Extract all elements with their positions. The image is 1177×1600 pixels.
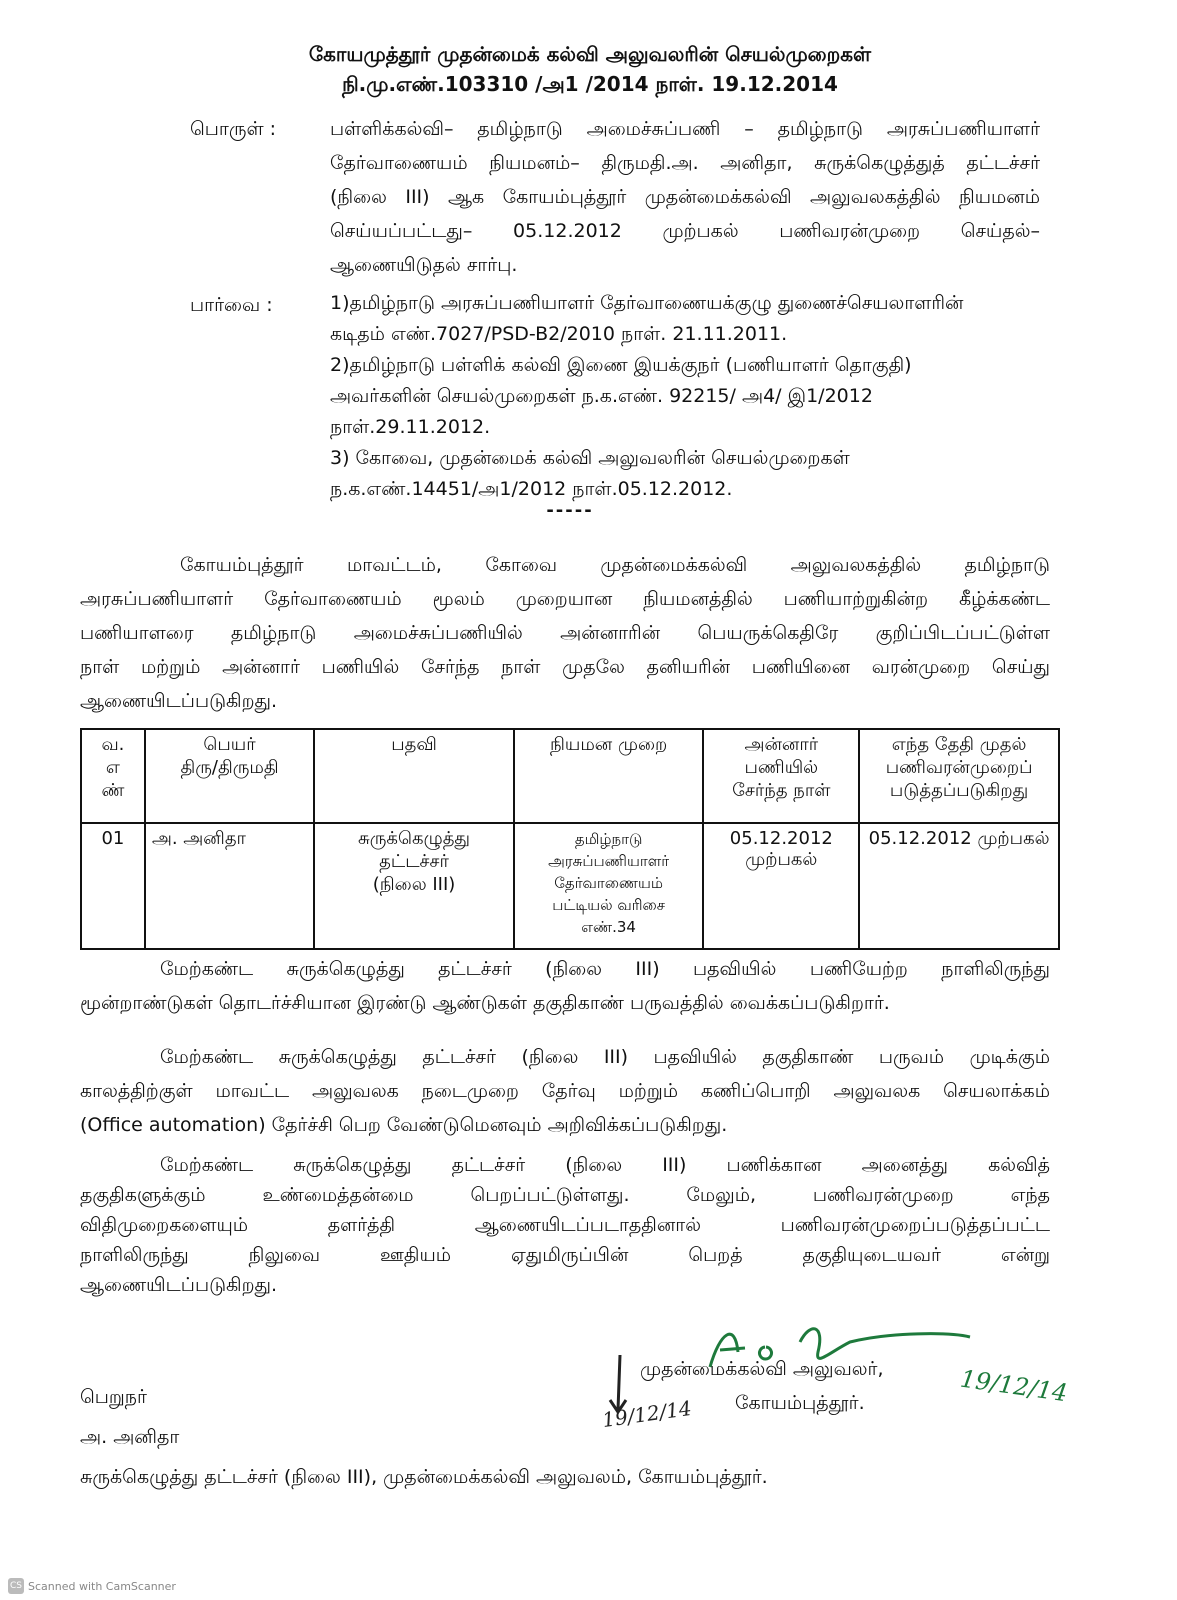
subject-line: செய்யப்பட்டது– 05.12.2012 முற்பகல் பணிவரன்முறை செய்தல்– [330, 220, 1040, 242]
cell-serial: 01 [81, 823, 145, 949]
cell-joining-date: 05.12.2012 முற்பகல் [703, 823, 859, 949]
subject-line: தேர்வாணையம் நியமனம்– திருமதி.அ. அனிதா, சுருக்கெழுத்துத் தட்டச்சர் [330, 152, 1040, 174]
paragraph-line: மேற்கண்ட சுருக்கெழுத்து தட்டச்சர் (நிலை III) பதவியில் பணியேற்ற நாளிலிருந்து [160, 958, 1050, 980]
paragraph-line: நாள் மற்றும் அன்னார் பணியில் சேர்ந்த நாள் முதலே தனியரின் பணியினை வரன்முறை செய்து [80, 656, 1050, 678]
scanner-watermark: Scanned with CamScanner [28, 1580, 176, 1593]
scanner-badge-icon: CS [8, 1578, 24, 1594]
table-row [81, 823, 1059, 949]
paragraph-line: நாளிலிருந்து நிலுவை ஊதியம் ஏதுமிருப்பின் பெறத் தகுதியுடையவர் என்று [80, 1244, 1050, 1266]
reference-line: அவர்களின் செயல்முறைகள் ந.க.எண். 92215/ அ4/ இ1/2012 [330, 385, 873, 407]
signatory-place: கோயம்புத்தூர். [735, 1392, 865, 1414]
reference-line: கடிதம் எண்.7027/PSD-B2/2010 நாள். 21.11.2011. [330, 323, 788, 345]
paragraph-line: மேற்கண்ட சுருக்கெழுத்து தட்டச்சர் (நிலை III) பதவியில் தகுதிகாண் பருவம் முடிக்கும் [160, 1046, 1050, 1068]
column-header-serial: வ. எ ண் [81, 729, 145, 823]
paragraph-line: ஆணையிடப்படுகிறது. [80, 1274, 278, 1296]
column-header-name: பெயர் திரு/திருமதி [145, 729, 314, 823]
paragraph-2 [80, 952, 1050, 1020]
paragraph-line: மூன்றாண்டுகள் தொடர்ச்சியான இரண்டு ஆண்டுகள் தகுதிகாண் பருவத்தில் வைக்கப்படுகிறார். [80, 992, 890, 1014]
subject-line: பள்ளிக்கல்வி– தமிழ்நாடு அமைச்சுப்பணி – தமிழ்நாடு அரசுப்பணியாளர் [330, 118, 1040, 140]
recipient-address: சுருக்கெழுத்து தட்டச்சர் (நிலை III), முதன்மைக்கல்வி அலுவலம், கோயம்புத்தூர். [80, 1466, 768, 1488]
paragraph-line: பணியாளரை தமிழ்நாடு அமைச்சுப்பணியில் அன்னாரின் பெயருக்கெதிரே குறிப்பிடப்பட்டுள்ள [80, 622, 1050, 644]
subject-text [330, 112, 1040, 282]
column-header-post: பதவி [314, 729, 514, 823]
cell-name: அ. அனிதா [145, 823, 314, 949]
reference-label: பார்வை : [190, 294, 273, 316]
paragraph-line: விதிமுறைகளையும் தளர்த்தி ஆணையிடப்படாததினால் பணிவரன்முறைப்படுத்தப்பட்ட [80, 1214, 1050, 1236]
reference-line: 3) கோவை, முதன்மைக் கல்வி அலுவலரின் செயல்முறைகள் [330, 447, 850, 469]
paragraph-line: கோயம்புத்தூர் மாவட்டம், கோவை முதன்மைக்கல்வி அலுவலகத்தில் தமிழ்நாடு [180, 554, 1050, 576]
signatory-designation: முதன்மைக்கல்வி அலுவலர், [640, 1358, 884, 1380]
subject-label: பொருள் : [190, 118, 277, 140]
reference-number-line: நி.மு.எண்.103310 /அ1 /2014 நாள். 19.12.2014 [342, 72, 838, 96]
paragraph-1 [80, 548, 1050, 718]
paragraph-4 [80, 1150, 1050, 1300]
subject-line: (நிலை III) ஆக கோயம்புத்தூர் முதன்மைக்கல்வி அலுவலகத்தில் நியமனம் [330, 186, 1040, 208]
cell-appointment-mode: தமிழ்நாடு அரசுப்பணியாளர் தேர்வாணையம் பட்டியல் வரிசை எண்.34 [514, 823, 704, 949]
paragraph-line: காலத்திற்குள் மாவட்ட அலுவலக நடைமுறை தேர்வு மற்றும் கணிப்பொறி அலுவலக செயலாக்கம் [80, 1080, 1050, 1102]
paragraph-line: (Office automation) தேர்ச்சி பெற வேண்டுமெனவும் அறிவிக்கப்படுகிறது. [80, 1114, 728, 1136]
paragraph-line: ஆணையிடப்படுகிறது. [80, 690, 278, 712]
cell-regularised-from: 05.12.2012 முற்பகல் [859, 823, 1059, 949]
column-header-joining-date: அன்னார் பணியில் சேர்ந்த நாள் [703, 729, 859, 823]
paragraph-line: அரசுப்பணியாளர் தேர்வாணையம் மூலம் முறையான நியமனத்தில் பணியாற்றுகின்ற கீழ்க்கண்ட [80, 588, 1050, 610]
handwritten-date-left: 19/12/14 [600, 1395, 694, 1433]
column-header-appointment-mode: நியமன முறை [514, 729, 704, 823]
section-separator: ----- [546, 500, 594, 521]
cell-post: சுருக்கெழுத்து தட்டச்சர் (நிலை III) [314, 823, 514, 949]
paragraph-line: தகுதிகளுக்கும் உண்மைத்தன்மை பெறப்பட்டுள்ளது. மேலும், பணிவரன்முறை எந்த [80, 1184, 1050, 1206]
regularisation-table [80, 728, 1060, 950]
reference-text [330, 288, 1040, 505]
table-header-row [81, 729, 1059, 823]
column-header-regularised-from: எந்த தேதி முதல் பணிவரன்முறைப் படுத்தப்படுகிறது [859, 729, 1059, 823]
reference-line: 2)தமிழ்நாடு பள்ளிக் கல்வி இணை இயக்குநர் (பணியாளர் தொகுதி) [330, 354, 912, 376]
recipient-label: பெறுநர் [80, 1386, 147, 1408]
reference-line: நாள்.29.11.2012. [330, 416, 491, 438]
reference-line: ந.க.எண்.14451/அ1/2012 நாள்.05.12.2012. [330, 478, 733, 500]
reference-line: 1)தமிழ்நாடு அரசுப்பணியாளர் தேர்வாணையக்குழு துணைச்செயலாளரின் [330, 292, 964, 314]
subject-line: ஆணையிடுதல் சார்பு. [330, 254, 518, 276]
paragraph-line: மேற்கண்ட சுருக்கெழுத்து தட்டச்சர் (நிலை III) பணிக்கான அனைத்து கல்வித் [160, 1154, 1050, 1176]
recipient-name: அ. அனிதா [80, 1426, 180, 1448]
document-title: கோயமுத்தூர் முதன்மைக் கல்வி அலுவலரின் செயல்முறைகள் [308, 42, 872, 66]
paragraph-3 [80, 1040, 1050, 1142]
handwritten-date-right: 19/12/14 [958, 1364, 1070, 1408]
